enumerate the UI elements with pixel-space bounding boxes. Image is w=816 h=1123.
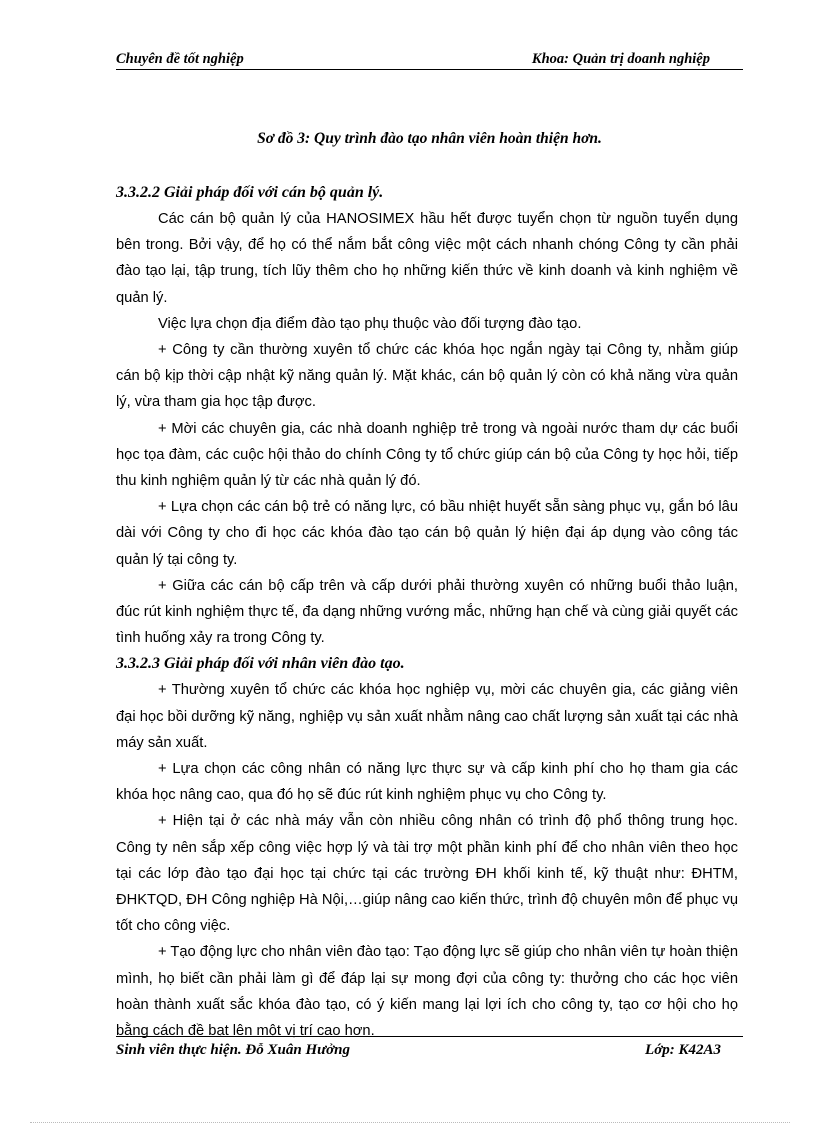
paragraph: + Tạo động lực cho nhân viên đào tạo: Tạo động lực sẽ giúp cho nhân viên tự hoàn thiện mình, họ biết cần phải làm gì để đáp lại sự mong đợi của công ty: thưởng cho các học viên hoàn thành xuất sắc khóa đào tạo, có ý kiến mang lại lợi ích cho công ty, tạo cơ hội cho họ bằng cách đề bạt lên một vị trí cao hơn. [116,944,738,1040]
paragraph: + Mời các chuyên gia, các nhà doanh nghiệp trẻ trong và ngoài nước tham dự các buổi học tọa đàm, các cuộc hội thảo do chính Công ty tổ chức giúp cán bộ của Công ty học hỏi, tiếp thu kinh nghiệm quản lý từ các nhà quản lý đó. [116,420,738,490]
paragraph: + Công ty cần thường xuyên tổ chức các khóa học ngắn ngày tại Công ty, nhằm giúp cán bộ kịp thời cập nhật kỹ năng quản lý. Mặt khác, cán bộ quản lý còn có khả năng vừa quản lý, vừa tham gia học tập được. [116,342,738,411]
page-footer [116,1040,743,1060]
header-document-type: Chuyên đề tốt nghiệp [116,51,244,67]
document-body [116,180,738,1044]
section-heading: 3.3.2.3 Giải pháp đối với nhân viên đào tạo. [116,655,405,673]
paragraph: + Lựa chọn các công nhân có năng lực thực sự và cấp kinh phí cho họ tham gia các khóa học nâng cao, qua đó họ sẽ đúc rút kinh nghiệm phục vụ cho Công ty. [116,761,738,804]
footer-class: Lớp: K42A3 [645,1042,721,1058]
header-rule [116,69,743,70]
paragraph: + Lựa chọn các cán bộ trẻ có năng lực, có bầu nhiệt huyết sẵn sàng phục vụ, gắn bó lâu dài với Công ty cho đi học các khóa đào tạo cán bộ quản lý hiện đại áp dụng vào công tác quản lý tại công ty. [116,499,738,568]
footer-rule [116,1036,743,1037]
paragraph: + Hiện tại ở các nhà máy vẫn còn nhiều công nhân có trình độ phổ thông trung học. Công ty nên sắp xếp công việc hợp lý và tài trợ một phần kinh phí để cho nhân viên theo học tại các lớp đào tạo đại học tại chức tại các trường ĐH khối kinh tế, kỹ thuật như: ĐHTM, ĐHKTQD, ĐH Công nghiệp Hà Nội,…giúp nâng cao kiến thức, trình độ chuyên môn để phục vụ tốt cho công việc. [116,813,738,935]
footer-author: Sinh viên thực hiện. Đỗ Xuân Hưởng [116,1042,351,1058]
paragraph: Các cán bộ quản lý của HANOSIMEX hầu hết được tuyển chọn từ nguồn tuyển dụng bên trong. Bởi vậy, để họ có thể nắm bắt công việc một cách nhanh chóng Công ty cần phải đào tạo lại, tập trung, tích lũy thêm cho họ những kiến thức về kinh doanh và kinh nghiệm về quản lý. [116,211,738,306]
section-heading: 3.3.2.2 Giải pháp đối với cán bộ quản lý. [116,184,384,201]
header-faculty: Khoa: Quản trị doanh nghiệp [531,51,710,67]
paragraph: Việc lựa chọn địa điểm đào tạo phụ thuộc vào đối tượng đào tạo. [158,315,582,332]
diagram-caption: Sơ đồ 3: Quy trình đào tạo nhân viên hoàn thiện hơn. [257,130,602,147]
page-header [116,50,743,68]
paragraph: + Thường xuyên tổ chức các khóa học nghiệp vụ, mời các chuyên gia, các giảng viên đại học bồi dưỡng kỹ năng, nghiệp vụ sản xuất nhằm nâng cao chất lượng sản xuất tại các nhà máy sản xuất. [116,682,738,751]
paragraph: + Giữa các cán bộ cấp trên và cấp dưới phải thường xuyên có những buổi thảo luận, đúc rút kinh nghiệm thực tế, đa dạng những vướng mắc, những hạn chế và cùng giải quyết các tình huống xảy ra trong Công ty. [116,577,738,647]
